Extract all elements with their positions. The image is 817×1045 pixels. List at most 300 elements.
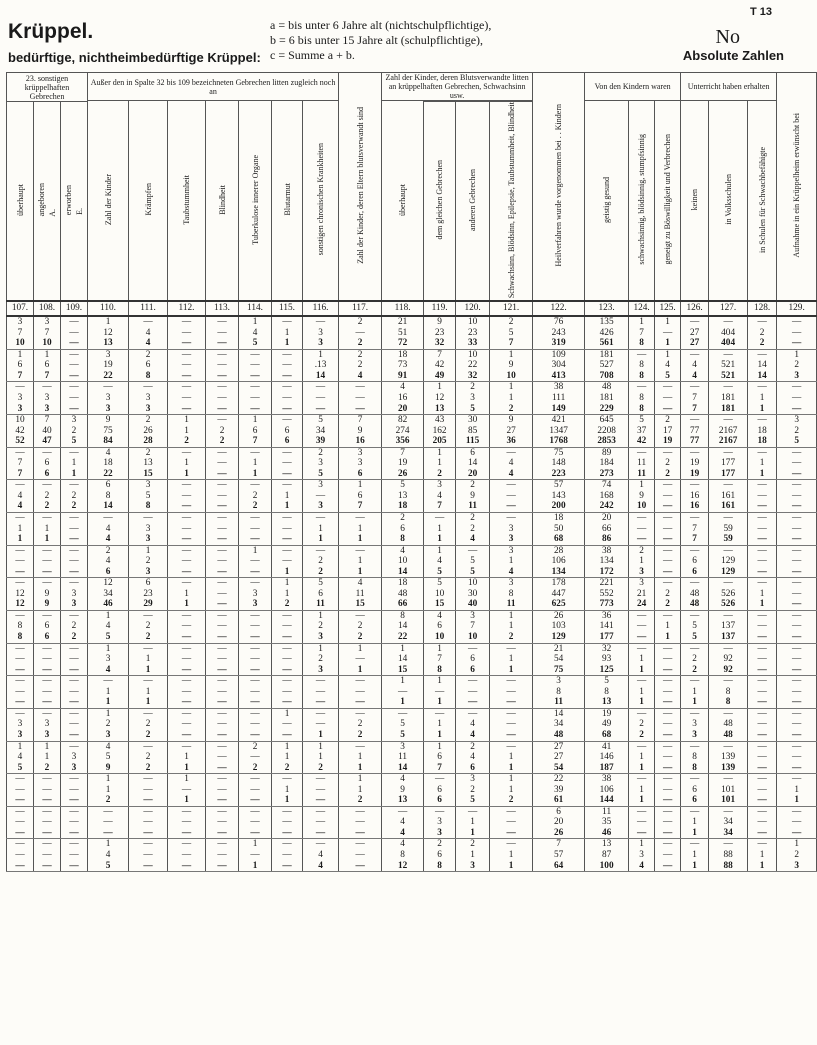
table-cell: 14 (748, 371, 777, 382)
table-cell: — (655, 524, 681, 535)
table-cell: — (206, 850, 239, 861)
table-row (7, 621, 817, 632)
table-cell: 5 (681, 632, 709, 643)
table-cell: 6 (129, 578, 168, 589)
table-cell: — (655, 534, 681, 545)
table-cell: — (34, 654, 61, 665)
table-cell: — (748, 839, 777, 850)
col-number: 123. (585, 301, 629, 316)
table-cell: 1 (424, 524, 456, 535)
table-cell: 181 (585, 393, 629, 404)
table-row (7, 687, 817, 698)
table-cell: 2 (681, 654, 709, 665)
table-cell: 9 (339, 426, 382, 437)
table-cell: 1768 (533, 436, 585, 447)
table-cell: 526 (709, 589, 748, 600)
table-cell: 68 (585, 730, 629, 741)
table-cell: — (681, 806, 709, 817)
table-cell: 3 (424, 480, 456, 491)
table-cell: — (206, 795, 239, 806)
table-cell: 66 (382, 599, 424, 610)
table-cell: 9 (382, 785, 424, 796)
table-cell: 57 (533, 850, 585, 861)
table-cell: 2 (629, 719, 655, 730)
col-number: 111. (129, 301, 168, 316)
table-cell: 9 (490, 415, 533, 426)
table-cell: 1 (7, 524, 34, 535)
table-cell: 5 (655, 371, 681, 382)
table-cell: 2 (303, 621, 339, 632)
table-cell: 2 (777, 426, 817, 437)
table-cell: 3 (382, 741, 424, 752)
table-cell: 6 (456, 447, 490, 458)
table-cell: 24 (629, 599, 655, 610)
table-cell: 18 (748, 436, 777, 447)
table-cell: 33 (456, 338, 490, 349)
table-cell: 4 (456, 534, 490, 545)
table-cell: 4 (339, 371, 382, 382)
table-cell: 2 (129, 719, 168, 730)
table-row (7, 632, 817, 643)
table-cell: 3 (339, 458, 382, 469)
table-cell: — (629, 524, 655, 535)
table-cell: 2 (239, 491, 272, 502)
table-cell: 1 (34, 524, 61, 535)
table-cell: 4 (88, 556, 129, 567)
table-cell: — (777, 469, 817, 480)
table-cell: 1 (748, 599, 777, 610)
table-cell: 1 (424, 730, 456, 741)
table-cell: — (748, 687, 777, 698)
table-cell: 68 (533, 534, 585, 545)
col-number: 128. (748, 301, 777, 316)
table-cell: 6 (88, 567, 129, 578)
table-cell: — (655, 556, 681, 567)
table-cell: 4 (382, 817, 424, 828)
table-cell: — (748, 501, 777, 512)
table-cell: 8 (533, 687, 585, 698)
table-cell: 1 (272, 501, 303, 512)
table-cell: — (490, 697, 533, 708)
table-cell: 1 (61, 469, 88, 480)
table-cell: — (748, 785, 777, 796)
table-cell: 3 (490, 534, 533, 545)
table-cell: — (206, 741, 239, 752)
table-cell: 9 (456, 491, 490, 502)
table-cell: 3 (34, 393, 61, 404)
table-cell: 1347 (533, 426, 585, 437)
table-cell: — (129, 806, 168, 817)
table-cell: 1 (629, 480, 655, 491)
table-cell: — (777, 763, 817, 774)
table-cell: 18 (382, 501, 424, 512)
table-cell: 7 (424, 654, 456, 665)
table-cell: 54 (533, 763, 585, 774)
table-cell: 15 (129, 469, 168, 480)
table-cell: 5 (61, 436, 88, 447)
table-cell: — (490, 643, 533, 654)
table-cell: 1 (7, 349, 34, 360)
table-cell: — (272, 806, 303, 817)
table-cell: — (61, 654, 88, 665)
table-cell: — (272, 393, 303, 404)
table-row (7, 817, 817, 828)
table-cell: 1 (655, 621, 681, 632)
table-cell: 91 (382, 371, 424, 382)
table-row (7, 382, 817, 393)
table-cell: — (748, 578, 777, 589)
table-cell: 205 (424, 436, 456, 447)
table-cell: 447 (533, 589, 585, 600)
table-cell: — (168, 643, 206, 654)
col-128-header: in Schulen für Schwachbefähigte (748, 101, 777, 302)
table-cell: — (777, 556, 817, 567)
table-cell: 21 (382, 316, 424, 328)
col-122-header: Heilverfahren wurde vorgenommen bei . . Kindern (533, 73, 585, 302)
table-cell: — (655, 850, 681, 861)
table-cell: — (339, 513, 382, 524)
table-cell: 5 (88, 861, 129, 872)
table-row (7, 708, 817, 719)
table-cell: 1 (168, 415, 206, 426)
table-cell: 1 (629, 654, 655, 665)
table-cell: — (168, 654, 206, 665)
table-cell: — (168, 328, 206, 339)
table-cell: — (239, 556, 272, 567)
table-cell: — (206, 360, 239, 371)
table-cell: 39 (303, 436, 339, 447)
table-cell: — (61, 567, 88, 578)
table-cell: 1 (88, 774, 129, 785)
table-cell: 88 (709, 850, 748, 861)
table-cell: 1 (424, 545, 456, 556)
table-cell: 75 (88, 426, 129, 437)
table-cell: 34 (709, 828, 748, 839)
table-cell: 4 (424, 610, 456, 621)
table-cell: 5 (777, 436, 817, 447)
table-cell: — (239, 382, 272, 393)
table-cell: — (168, 741, 206, 752)
table-cell: 12 (424, 393, 456, 404)
table-cell: — (681, 316, 709, 328)
table-cell: — (88, 806, 129, 817)
table-cell: — (490, 741, 533, 752)
table-cell: 8 (129, 371, 168, 382)
table-cell: — (303, 491, 339, 502)
col-number: 109. (61, 301, 88, 316)
table-cell: — (748, 708, 777, 719)
table-cell: 49 (424, 371, 456, 382)
table-cell: 9 (490, 360, 533, 371)
table-cell: 39 (533, 785, 585, 796)
table-cell: 88 (709, 861, 748, 872)
table-cell: 1 (490, 861, 533, 872)
table-cell: 14 (456, 458, 490, 469)
table-cell: — (303, 513, 339, 524)
table-cell: 421 (533, 415, 585, 426)
table-cell: 5 (456, 556, 490, 567)
table-cell: — (206, 589, 239, 600)
table-cell: — (629, 741, 655, 752)
column-number-row (7, 301, 817, 316)
table-cell: — (239, 676, 272, 687)
table-cell: — (303, 545, 339, 556)
table-cell: 177 (709, 458, 748, 469)
table-cell: 1 (748, 861, 777, 872)
table-cell: 1 (272, 567, 303, 578)
table-cell: — (34, 567, 61, 578)
table-cell: 6 (34, 360, 61, 371)
table-cell: 1 (629, 687, 655, 698)
table-cell: — (490, 491, 533, 502)
table-cell: — (777, 632, 817, 643)
table-cell: 7 (533, 839, 585, 850)
table-cell: — (272, 665, 303, 676)
table-cell: — (777, 393, 817, 404)
header-ausser: Außer den in Spalte 32 bis 109 bezeichneten Gebrechen litten zugleich noch an (88, 73, 339, 101)
table-cell: 16 (339, 436, 382, 447)
table-row (7, 316, 817, 328)
table-cell: — (129, 676, 168, 687)
table-cell: 2 (339, 730, 382, 741)
table-cell: 8 (629, 371, 655, 382)
table-cell: — (339, 404, 382, 415)
table-cell: — (655, 578, 681, 589)
table-cell: — (168, 349, 206, 360)
col-number: 108. (34, 301, 61, 316)
table-cell: — (168, 828, 206, 839)
table-cell: — (339, 697, 382, 708)
table-cell: — (655, 817, 681, 828)
table-cell: 48 (585, 382, 629, 393)
table-cell: 11 (303, 599, 339, 610)
table-cell: 1 (88, 708, 129, 719)
table-cell: — (655, 752, 681, 763)
table-cell: — (239, 393, 272, 404)
table-cell: — (129, 785, 168, 796)
table-cell: — (272, 545, 303, 556)
table-cell: — (681, 643, 709, 654)
table-cell: 30 (456, 415, 490, 426)
table-cell: 7 (34, 371, 61, 382)
table-cell: 51 (382, 328, 424, 339)
table-cell: 42 (629, 436, 655, 447)
table-cell: — (61, 697, 88, 708)
table-cell: 5 (629, 415, 655, 426)
table-cell: — (206, 687, 239, 698)
table-cell: 11 (382, 752, 424, 763)
table-cell: 1 (424, 676, 456, 687)
table-body (7, 316, 817, 871)
table-cell: — (272, 643, 303, 654)
table-cell: — (239, 621, 272, 632)
table-cell: — (206, 556, 239, 567)
table-cell: — (239, 480, 272, 491)
table-cell: 1 (382, 643, 424, 654)
table-cell: 7 (34, 328, 61, 339)
table-cell: 1 (777, 795, 817, 806)
table-cell: 1 (490, 665, 533, 676)
table-cell: 32 (456, 371, 490, 382)
table-cell: — (34, 839, 61, 850)
table-cell: 2 (629, 545, 655, 556)
table-cell: 18 (382, 349, 424, 360)
table-row (7, 436, 817, 447)
table-cell: 6 (456, 654, 490, 665)
table-cell: 1 (777, 785, 817, 796)
table-cell: — (272, 556, 303, 567)
table-cell: — (61, 393, 88, 404)
table-cell: 6 (424, 795, 456, 806)
table-cell: — (303, 719, 339, 730)
col-number: 119. (424, 301, 456, 316)
table-cell: — (490, 676, 533, 687)
table-cell: — (272, 524, 303, 535)
table-cell: 1 (239, 545, 272, 556)
col-number: 126. (681, 301, 709, 316)
table-cell: 141 (585, 621, 629, 632)
table-cell: 2 (655, 589, 681, 600)
table-cell: 184 (585, 458, 629, 469)
table-cell: 7 (681, 524, 709, 535)
table-cell: — (239, 567, 272, 578)
table-cell: — (629, 708, 655, 719)
table-cell: — (34, 785, 61, 796)
table-cell: 3 (129, 524, 168, 535)
table-cell: — (168, 404, 206, 415)
table-cell: 6 (339, 469, 382, 480)
table-cell: 8 (681, 763, 709, 774)
table-cell: 6 (129, 360, 168, 371)
table-cell: 73 (382, 360, 424, 371)
table-cell: — (629, 382, 655, 393)
table-cell: 1 (655, 349, 681, 360)
table-cell: 27 (533, 741, 585, 752)
table-cell: 2 (456, 513, 490, 524)
table-cell: — (129, 708, 168, 719)
table-cell: — (34, 545, 61, 556)
table-cell: — (709, 578, 748, 589)
table-cell: 1 (34, 741, 61, 752)
table-cell: — (272, 513, 303, 524)
table-cell: — (239, 752, 272, 763)
table-cell: — (206, 338, 239, 349)
table-row (7, 599, 817, 610)
table-cell: — (272, 534, 303, 545)
table-cell: — (748, 524, 777, 535)
table-cell: 1 (424, 534, 456, 545)
table-cell: — (168, 316, 206, 328)
table-cell: 10 (424, 632, 456, 643)
table-cell: 34 (88, 589, 129, 600)
table-cell: 1 (490, 752, 533, 763)
table-cell: 1 (629, 763, 655, 774)
col-129-header: Aufnahme in ein Krüppelheim erwünscht bei (777, 73, 817, 302)
table-cell: 1 (681, 697, 709, 708)
table-cell: — (339, 328, 382, 339)
table-cell: — (34, 556, 61, 567)
table-cell: — (777, 316, 817, 328)
table-cell: 5 (88, 752, 129, 763)
table-cell: 85 (456, 426, 490, 437)
col-number: 117. (339, 301, 382, 316)
table-cell: — (748, 741, 777, 752)
table-cell: — (7, 708, 34, 719)
table-cell: 1 (88, 839, 129, 850)
table-cell: — (748, 643, 777, 654)
table-cell: 1 (272, 741, 303, 752)
table-cell: 6 (7, 360, 34, 371)
table-cell: — (655, 828, 681, 839)
table-cell: 106 (585, 785, 629, 796)
table-cell: — (777, 513, 817, 524)
table-cell: 6 (34, 458, 61, 469)
table-cell: 10 (7, 338, 34, 349)
table-cell: — (709, 806, 748, 817)
table-cell: — (206, 676, 239, 687)
table-cell: — (709, 382, 748, 393)
table-cell: — (424, 513, 456, 524)
table-cell: — (168, 850, 206, 861)
table-cell: 21 (533, 643, 585, 654)
table-cell: 19 (88, 360, 129, 371)
col-number: 115. (272, 301, 303, 316)
table-cell: — (629, 534, 655, 545)
table-cell: 200 (533, 501, 585, 512)
table-cell: — (34, 850, 61, 861)
table-cell: — (681, 676, 709, 687)
table-cell: — (34, 513, 61, 524)
table-cell: 38 (533, 382, 585, 393)
table-cell: 3 (629, 578, 655, 589)
table-cell: 2 (490, 404, 533, 415)
table-cell: 13 (585, 697, 629, 708)
table-cell: 2 (129, 415, 168, 426)
table-cell: — (629, 676, 655, 687)
table-cell: 8 (7, 632, 34, 643)
table-row (7, 665, 817, 676)
table-cell: 3 (681, 719, 709, 730)
table-cell: 3 (61, 599, 88, 610)
table-cell: — (7, 687, 34, 698)
table-cell: — (61, 328, 88, 339)
table-cell: 8 (490, 589, 533, 600)
table-cell: — (748, 513, 777, 524)
table-cell: — (655, 687, 681, 698)
table-cell: 2 (129, 447, 168, 458)
table-cell: 7 (7, 328, 34, 339)
table-cell: 7 (339, 415, 382, 426)
table-cell: — (748, 774, 777, 785)
table-cell: — (272, 415, 303, 426)
table-cell: 6 (681, 567, 709, 578)
table-cell: 2 (168, 436, 206, 447)
table-cell: — (168, 785, 206, 796)
table-cell: 1 (748, 589, 777, 600)
table-cell: — (748, 415, 777, 426)
table-cell: — (655, 491, 681, 502)
table-cell: 1 (339, 665, 382, 676)
table-cell: — (748, 349, 777, 360)
table-cell: 21 (629, 589, 655, 600)
table-cell: 1 (456, 850, 490, 861)
table-cell: — (206, 752, 239, 763)
table-cell: 30 (456, 589, 490, 600)
table-cell: 1 (748, 393, 777, 404)
table-cell: 7 (339, 501, 382, 512)
table-cell: 7 (382, 447, 424, 458)
table-cell: — (655, 328, 681, 339)
